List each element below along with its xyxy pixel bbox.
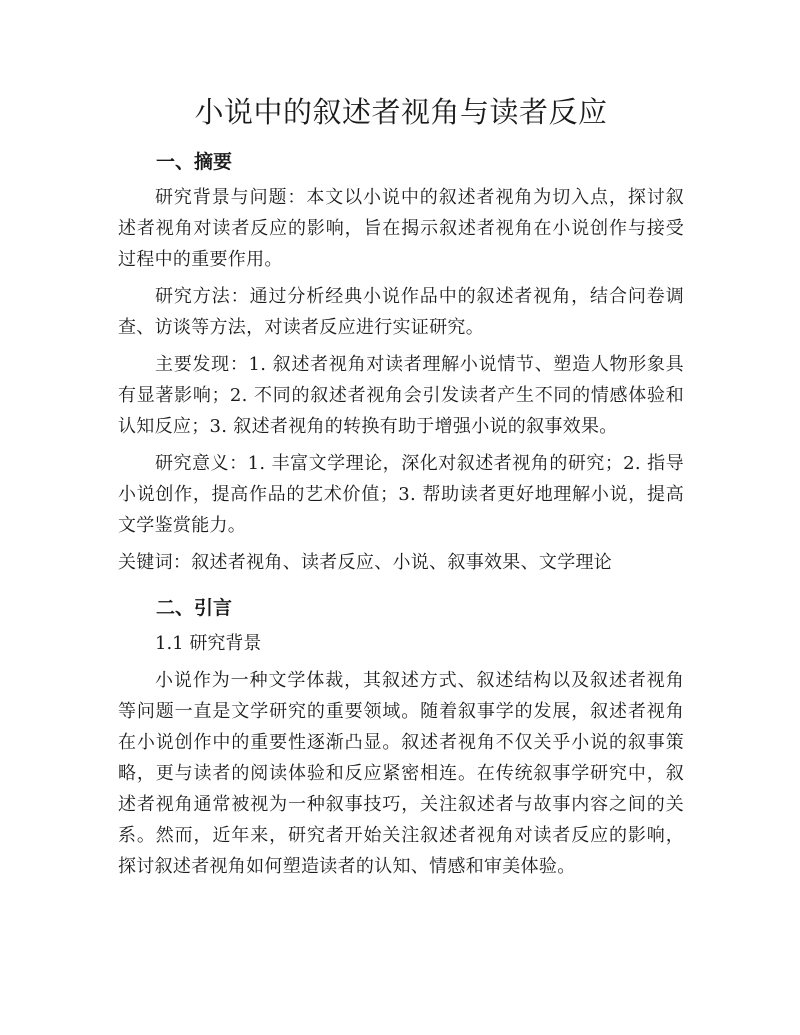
keywords-line: 关键词：叙述者视角、读者反应、小说、叙事效果、文学理论 bbox=[118, 552, 613, 573]
subsection-heading-background: 1.1 研究背景 bbox=[155, 633, 262, 654]
document-page bbox=[118, 0, 684, 882]
section-heading-abstract: 一、摘要 bbox=[156, 151, 233, 173]
section-heading-intro: 二、引言 bbox=[156, 597, 233, 619]
abstract-findings-paragraph: 主要发现：1. 叙述者视角对读者理解小说情节、塑造人物形象具有显著影响；2. 不同的叙述者视角会引发读者产生不同的情感体验和认知反应；3. 叙述者视角的转换有助于增强小说的叙事效果。 bbox=[118, 354, 684, 437]
abstract-background-paragraph: 研究背景与问题：本文以小说中的叙述者视角为切入点，探讨叙述者视角对读者反应的影响，旨在揭示叙述者视角在小说创作与接受过程中的重要作用。 bbox=[118, 187, 684, 270]
document-title: 小说中的叙述者视角与读者反应 bbox=[194, 95, 608, 129]
abstract-method-paragraph: 研究方法：通过分析经典小说作品中的叙述者视角，结合问卷调查、访谈等方法，对读者反应进行实证研究。 bbox=[118, 286, 684, 338]
intro-background-paragraph: 小说作为一种文学体裁，其叙述方式、叙述结构以及叙述者视角等问题一直是文学研究的重要领域。随着叙事学的发展，叙述者视角在小说创作中的重要性逐渐凸显。叙述者视角不仅关乎小说的叙事策略，更与读者的阅读体验和反应紧密相连。在传统叙事学研究中，叙述者视角通常被视为一种叙事技巧，关注叙述者与故事内容之间的关系。然而，近年来，研究者开始关注叙述者视角对读者反应的影响，探讨叙述者视角如何塑造读者的认知、情感和审美体验。 bbox=[118, 670, 684, 877]
abstract-significance-paragraph: 研究意义：1. 丰富文学理论，深化对叙述者视角的研究；2. 指导小说创作，提高作品的艺术价值；3. 帮助读者更好地理解小说，提高文学鉴赏能力。 bbox=[118, 453, 684, 536]
